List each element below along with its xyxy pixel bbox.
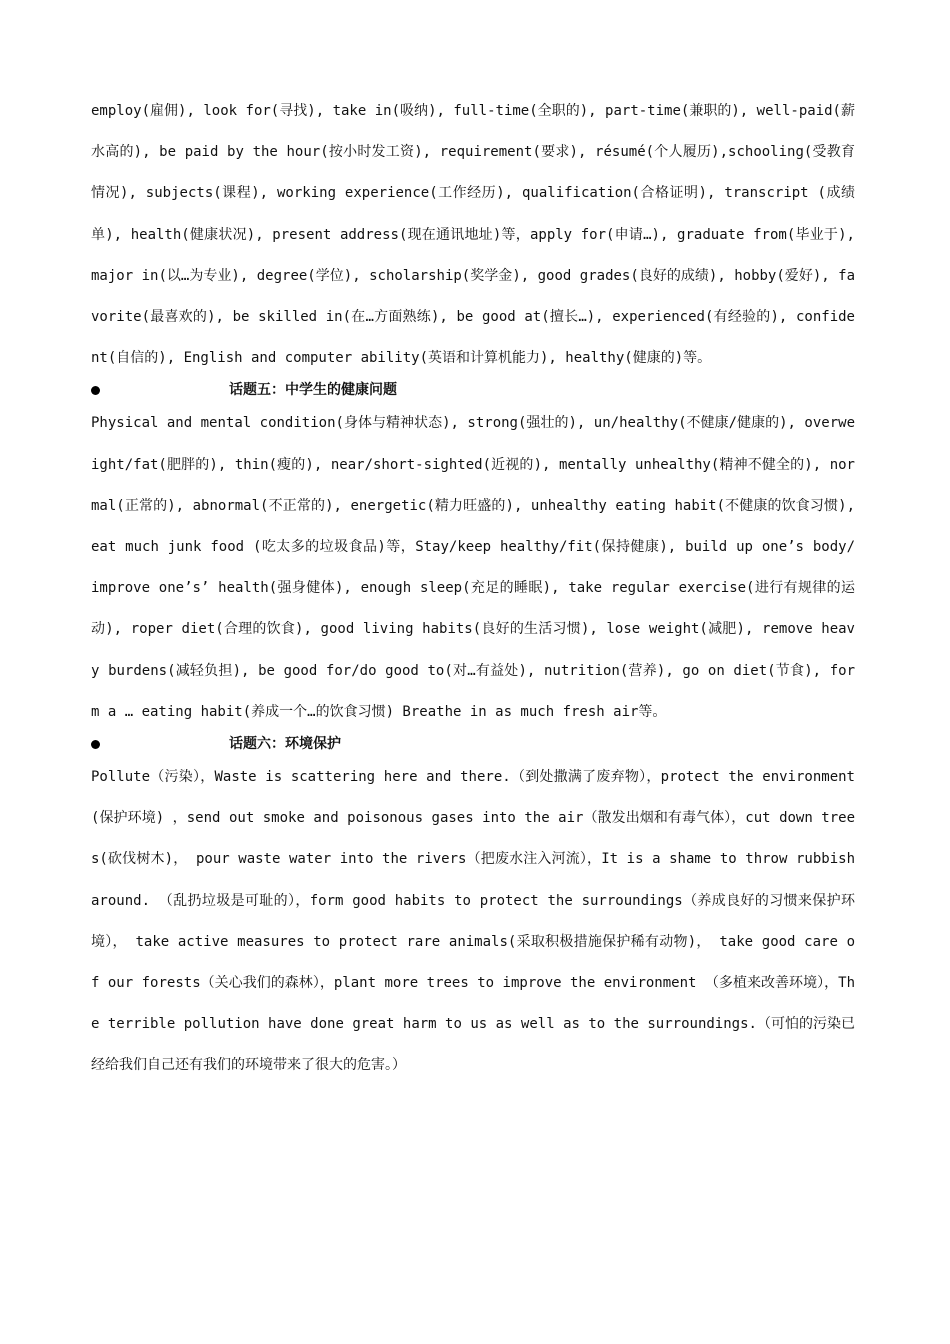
topic6-vocabulary-paragraph: Pollute（污染），Waste is scattering here and there.（到处撒满了废弃物），protect the environment(保护环境) ，send out smoke and poisonous gases into the air（散发出烟和有毒气体），cut down trees(砍伐树木)， pour waste water into the rivers（把废水注入河流），It is a shame to throw rubbish around. （乱扔垃圾是可耻的），form good habits to protect the surroundings（养成良好的习惯来保护环境）， take active measures to protect rare animals(采取积极措施保护稀有动物)， take good care of our forests（关心我们的森林），plant more trees to improve the environment （多植来改善环境），The terrible pollution have done great harm to us as well as to the surroundings.（可怕的污染已经给我们自己还有我们的环境带来了很大的危害。） [91, 769, 855, 1074]
bullet-dot-icon [91, 386, 100, 395]
topic5-heading-row [91, 377, 855, 409]
document-content [91, 91, 855, 1087]
topic4-vocabulary-paragraph: employ(雇佣), look for(寻找), take in(吸纳), full-time(全职的), part-time(兼职的), well-paid(薪水高的), be paid by the hour(按小时发工资), requirement(要求), résumé(个人履历),schooling(受教育情况), subjects(课程), working experience(工作经历), qualification(合格证明), transcript (成绩单), health(健康状况), present address(现在通讯地址)等，apply for(申请…), graduate from(毕业于), major in(以…为专业), degree(学位), scholarship(奖学金), good grades(良好的成绩), hobby(爱好), favorite(最喜欢的), be skilled in(在…方面熟练), be good at(擅长…), experienced(有经验的), confident(自信的), English and computer ability(英语和计算机能力), healthy(健康的)等。 [91, 103, 855, 367]
topic6-heading-row [91, 731, 855, 763]
topic5-heading: 话题五：中学生的健康问题 [229, 382, 397, 399]
bullet-dot-icon [91, 740, 100, 749]
topic6-heading: 话题六：环境保护 [229, 736, 341, 753]
topic5-vocabulary-paragraph: Physical and mental condition(身体与精神状态), strong(强壮的), un/healthy(不健康/健康的), overweight/fat(肥胖的), thin(瘦的), near/short-sighted(近视的), mentally unhealthy(精神不健全的), normal(正常的), abnormal(不正常的), energetic(精力旺盛的), unhealthy eating habit(不健康的饮食习惯), eat much junk food (吃太多的垃圾食品)等，Stay/keep healthy/fit(保持健康), build up one’s body/ improve one’s’ health(强身健体), enough sleep(充足的睡眠), take regular exercise(进行有规律的运动), roper diet(合理的饮食), good living habits(良好的生活习惯), lose weight(减肥), remove heavy burdens(减轻负担), be good for/do good to(对…有益处), nutrition(营养), go on diet(节食), form a … eating habit(养成一个…的饮食习惯) Breathe in as much fresh air等。 [91, 415, 855, 720]
